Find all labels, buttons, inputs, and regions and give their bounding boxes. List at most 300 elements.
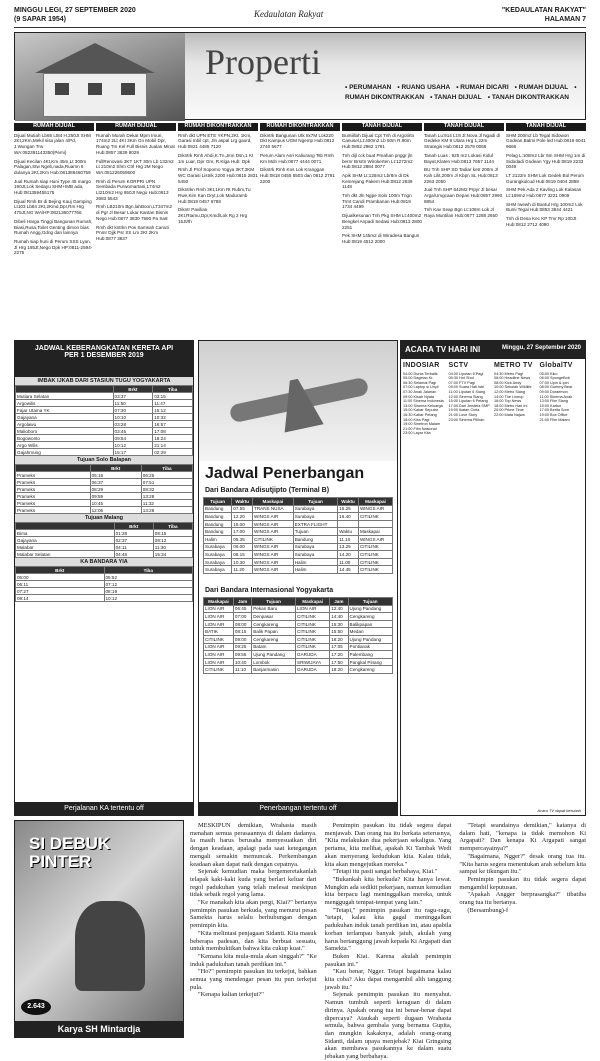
tv-schedule-footer: Acara TV dapat berubah bbox=[537, 808, 581, 813]
train-cell: 10:32 bbox=[153, 414, 193, 421]
flight-cell: Surabaya bbox=[204, 543, 232, 551]
flight-cell: 08:15 bbox=[233, 628, 251, 636]
train-cell: Bogowonto bbox=[16, 435, 114, 442]
classified-ad: Rmh dkt UPN ETE YKPN,2Kt, 1Km, Garasi mbil cpt, Jln aspal Lrg gaurd, Hub:0821 4485 7120 bbox=[178, 132, 252, 150]
train-row bbox=[16, 435, 193, 442]
flight-cell: CITILINK bbox=[358, 558, 392, 566]
classified-ad: Jual Rumah siap Huni Type 45 margo 190Jt,Lok Sedayu SHM+IMB ada, Hub:081359455175 bbox=[14, 178, 91, 196]
flight-cell: 14:40 bbox=[330, 613, 348, 621]
classified-ad: Rmh Jl Prof Sopomo Yogya 3KT,3KM WC Garasi Listrik 2200 Hub:0815 2831 5450 bbox=[178, 167, 258, 184]
flight-cell: 11.20 bbox=[232, 566, 253, 574]
train-row bbox=[16, 400, 193, 407]
flight-row bbox=[204, 628, 393, 636]
tv-schedule-box bbox=[400, 340, 586, 816]
flight-row bbox=[204, 658, 393, 666]
train-row bbox=[16, 479, 193, 486]
classified-ad: Rmh dkt kntrkn Pos Samsah Canuti Pnmr Djjk Psr SS Lm 2Kt 2Km Hub:0877 3837 bbox=[96, 224, 169, 241]
flight-cell bbox=[338, 520, 359, 528]
classified-ad: Rmh LB210m Bgn,lahBoon,LT347m2 di Pgr Jl Besar Lokar Kantan Bisnis Nego Hub:0877 3830 7590 Pa Sa8 bbox=[96, 204, 173, 221]
train-section-title: IMBAK IJKAB DARI STASIUN TUGU YOGYAKARTA bbox=[15, 377, 193, 385]
flight-cell: CITILINK bbox=[358, 566, 392, 574]
flight-cell: CITILINK bbox=[296, 643, 330, 651]
classified-ad: Apik SHM Lt:125m2 Lbr8m di Dk Kemrejang Pakem Hub:0812 2839 1148 bbox=[342, 172, 413, 190]
header-date-hijri: (9 SAPAR 1954) bbox=[14, 16, 67, 23]
flight-cell: 17.00 bbox=[232, 528, 253, 536]
flight-cell: Lombok bbox=[252, 658, 296, 666]
tv-program: 19:00 Ikatan Cinta bbox=[448, 408, 480, 413]
train-table bbox=[15, 464, 193, 514]
train-row bbox=[16, 428, 193, 435]
train-cell: 06:37 bbox=[90, 479, 141, 486]
flight-row bbox=[204, 528, 393, 536]
tv-program: 11:00 Sinema Indonesia bbox=[403, 399, 444, 404]
train-row bbox=[16, 574, 193, 581]
flight-cell: 09:25 bbox=[233, 643, 251, 651]
tv-schedule-title: ACARA TV HARI INI bbox=[405, 345, 481, 354]
flight-col-header: Tujuan bbox=[348, 598, 392, 606]
tv-program: 19:00 Sinetron Malam bbox=[403, 422, 441, 427]
tv-program: 21:00 Love Story bbox=[448, 412, 478, 417]
flight-cell: CITILINK bbox=[358, 543, 392, 551]
classified-column-header: RUMAH DIKONTRAKKAN bbox=[178, 123, 258, 131]
header-section: "KEDAULATAN RAKYAT" bbox=[501, 7, 586, 14]
train-col-header bbox=[16, 386, 114, 393]
train-cell: 02:37 bbox=[114, 537, 153, 544]
flight-col-header: Maskapai bbox=[358, 498, 392, 506]
banner-title: Properti bbox=[205, 42, 321, 82]
train-row bbox=[16, 500, 193, 507]
train-section-title: Tujuan Solo Balapan bbox=[15, 456, 193, 464]
flight-cell: LION AIR bbox=[204, 651, 234, 659]
flight-cell: 11.00 bbox=[338, 558, 359, 566]
tv-program: 13:00 Sinema Keluarga bbox=[403, 403, 443, 408]
tv-program: 12:00 Metro Siang bbox=[494, 389, 526, 394]
train-schedule-header bbox=[15, 341, 193, 377]
classified-column bbox=[96, 123, 176, 338]
tv-program: 11:00 Liputan 6 Siang bbox=[448, 389, 486, 394]
train-cell: 15:34 bbox=[153, 551, 192, 558]
tv-program: 18:00 Kiss Pagi bbox=[403, 417, 430, 422]
train-row bbox=[16, 407, 193, 414]
train-cell: 05:15 bbox=[90, 472, 141, 479]
flight-cell: LION AIR bbox=[296, 605, 330, 613]
tv-program: 08:00 Gummy Bear bbox=[539, 385, 573, 390]
train-row bbox=[16, 449, 193, 456]
flight-cell: 08.15 bbox=[232, 551, 253, 559]
classified-column bbox=[260, 123, 340, 338]
banner-category: • TANAH DIJUAL bbox=[430, 94, 482, 101]
tv-program: 06:00 Headline News bbox=[494, 376, 531, 381]
classified-ad: Jual Tnh SHP 642M2 Prpyr Jl besar Arga/Umgcaan Depan Hub:0857 2990 8854 bbox=[424, 187, 503, 204]
classified-ad: Dijual Kecilan 4Kt,Km 45m,Lt 300m Palagan,Stw Ngeb,nada,Ruamn 6 dulanya 2Kt,2Km Hub:081386460759 bbox=[14, 158, 91, 175]
flight-cell: 17:05 bbox=[330, 643, 348, 651]
flight-cell: 10.30 bbox=[232, 558, 253, 566]
classified-ad: LT 2122m SHM Lok Gedek Bol Perum Gurangkulcud Hub:0819 0404 2888 bbox=[506, 172, 584, 184]
train-col-header bbox=[16, 465, 91, 472]
flight-cell: SRIWIJAYA bbox=[296, 658, 330, 666]
flight-row bbox=[204, 520, 393, 528]
flight-cell: WINGS AIR bbox=[253, 543, 294, 551]
train-cell: 18:24 bbox=[153, 435, 193, 442]
banner-categories bbox=[345, 83, 585, 103]
classified-ad: Rumah siap huni di Perum SSS Lyan, Jl Hrg 165Jt,Nego Dpk HP:0811-2594-2275 bbox=[14, 238, 93, 256]
train-cell: 05:52 bbox=[104, 574, 193, 581]
tv-program: 07:00 Upin & Ipin bbox=[539, 380, 569, 385]
train-row bbox=[16, 421, 193, 428]
train-row bbox=[16, 507, 193, 514]
train-row bbox=[16, 544, 193, 551]
flight-cell: CITILINK bbox=[204, 666, 234, 674]
train-schedule-body bbox=[15, 377, 193, 602]
train-col-header: Tiba bbox=[141, 465, 192, 472]
train-schedule-box bbox=[14, 340, 194, 816]
tv-channel-logo: GlobalTV bbox=[539, 362, 573, 369]
tv-program: 08:00 Kick Andy bbox=[494, 380, 522, 385]
header-date: MINGGU LEGI, 27 SEPTEMBER 2020 bbox=[14, 7, 136, 14]
flight-schedule-footer: Penerbangan tertentu off bbox=[199, 802, 397, 815]
flight-cell: 17:50 bbox=[330, 658, 348, 666]
banner-category: • TANAH DIKONTRAKKAN bbox=[488, 94, 569, 101]
train-row bbox=[16, 414, 193, 421]
classified-ad: Rumah Murah Dekat Mpm Imuri, 174m2 2Lt 4Kt 3Km Gn Mobil Dpr, Ruang Tm Kel Full Bisnis Jualan Minat Hub:0857 3639 8029 bbox=[96, 132, 175, 155]
flight-cell: Surabaya bbox=[204, 558, 232, 566]
comic-illustration bbox=[75, 901, 145, 991]
flight-cell: Bandung bbox=[204, 520, 232, 528]
comic-episode-number: 2.643 bbox=[21, 999, 51, 1015]
flight-cell: Tujuan bbox=[293, 528, 338, 536]
flight-cell: Batam bbox=[252, 643, 296, 651]
banner-category: • RUANG USAHA bbox=[397, 84, 450, 91]
tv-schedule-grid bbox=[401, 359, 585, 811]
flight-cell: 07:00 bbox=[233, 613, 251, 621]
tv-program: 16:00 Top News bbox=[494, 399, 522, 404]
classified-column bbox=[424, 123, 504, 338]
story-paragraph: Pemimpin pasukan itu tidak segera dapat menjawab. Dan orang tua itu berkata seterusnya, "Kita melakukan dua pekerjaan sekaligus. Yang pertama, kita melihat, apakah Ki Tambak Wedi akan menyerang kedudukan kita. Kalau tidak, kita akan mengejutkan mereka." bbox=[324, 822, 452, 868]
flight-col-header: Waktu bbox=[232, 498, 253, 506]
flight-col-header: Jam bbox=[330, 598, 348, 606]
tv-program: 17:00 Dari Jendela SMP bbox=[448, 403, 490, 408]
train-cell: 15:17 bbox=[113, 449, 153, 456]
flight-cell: 11.10 bbox=[338, 535, 359, 543]
train-cell: 08:29 bbox=[90, 486, 141, 493]
flight-col-header: Maskapai bbox=[204, 598, 234, 606]
classified-column-header: TANAH DIJUAL bbox=[424, 123, 504, 131]
flight-row bbox=[204, 635, 393, 643]
flight-cell: GARUDA bbox=[296, 666, 330, 674]
flight-cell: 09:00 bbox=[233, 635, 251, 643]
story-paragraph: Buken Kiai. Karena akulah pemimpin pasukan ini." bbox=[324, 952, 452, 968]
train-cell: 07:30 bbox=[113, 407, 153, 414]
comic-author: Karya SH Mintardja bbox=[15, 1021, 183, 1037]
tv-program: 11:00 Sinema Anak bbox=[539, 394, 573, 399]
classified-column bbox=[14, 123, 94, 338]
story-paragraph: "Apakah Angger berprasangka?" tibatiba orang tua itu bertanya. bbox=[459, 891, 587, 907]
classified-ad: Dikntrk Bangunan Utk 8x7M Lok220 Dkt Kampus UGM Ngemp Hub:0812 2740 5677 bbox=[260, 132, 335, 150]
header-date-block bbox=[14, 6, 136, 24]
flight-cell: Ujung Pandang bbox=[348, 605, 392, 613]
train-cell: 03:37 bbox=[113, 393, 153, 400]
tv-program: 13:00 Film Siang bbox=[539, 399, 568, 404]
flight-cell: 05.35 bbox=[232, 535, 253, 543]
train-cell: 11:32 bbox=[141, 500, 192, 507]
flight-row bbox=[204, 543, 393, 551]
flight-cell: 07.55 bbox=[232, 505, 253, 513]
train-cell: Malioboro bbox=[16, 428, 114, 435]
tv-channel-column bbox=[403, 361, 447, 809]
tv-schedule-header bbox=[401, 341, 585, 359]
train-col-header: Brkt bbox=[90, 465, 141, 472]
tv-channel-logo: SCTV bbox=[448, 362, 469, 369]
flight-cell: Surabaya bbox=[293, 543, 338, 551]
train-cell: 08:32 bbox=[141, 486, 192, 493]
flight-cell: 09:55 bbox=[233, 651, 251, 659]
story-paragraph: (Bersambung)-f bbox=[467, 906, 509, 914]
flight-cell: 16.40 bbox=[338, 513, 359, 521]
flight-cell: LION AIR bbox=[204, 658, 234, 666]
flight-cell: WINGS AIR bbox=[253, 513, 294, 521]
header-masthead: Kedaulatan Rakyat bbox=[254, 9, 324, 19]
train-cell: 17:08 bbox=[153, 428, 193, 435]
tv-program: 07:00 FTV Pagi bbox=[448, 380, 475, 385]
tv-program: 09:00 Doraemon bbox=[539, 389, 568, 394]
flight-cell: 17:20 bbox=[330, 651, 348, 659]
classified-ad: Rmh di Perum KORPRI UPN Sembada Purwomartani,174m2 Lt210m2 Hrg 950Jt Nego Hub:0813 2683 5543 bbox=[96, 178, 169, 201]
flight-cell: LION AIR bbox=[204, 605, 234, 613]
tv-schedule-date: Minggu, 27 September 2020 bbox=[501, 345, 581, 351]
train-row bbox=[16, 393, 193, 400]
classified-ad: Tanah Lu:914 Lt:8 Jl:Nova Jl Ngadi di Gedeke KM 9 Utara Hrg 1,22m Strategis Hub:0812 2579 0066 bbox=[424, 132, 501, 150]
tv-program: 09:00 Kisah Nyata bbox=[403, 394, 435, 399]
train-cell: 06:25 bbox=[141, 472, 192, 479]
flight-row bbox=[204, 505, 393, 513]
tv-program: 21:00 Film Malam bbox=[539, 417, 570, 422]
train-col-header: Brkt bbox=[114, 523, 153, 530]
tv-program: 19:00 Box Office bbox=[539, 412, 568, 417]
train-cell: 06:11 bbox=[16, 581, 105, 588]
tv-program: 23:00 Layar Kita bbox=[403, 431, 431, 436]
flight-cell bbox=[358, 520, 392, 528]
flight-row bbox=[204, 558, 393, 566]
story-paragraph: "Tetapi," pemimpin pasukan itu ragu-ragu, "tetapi, kalau kita gagal meninggalkan padukuhan induk tanah perdikan ini, atau apabila korban terlampau banyak jatuh, akulah yang harus bertanggung jawab kepada Ki Argapati dan Samekta." bbox=[324, 906, 452, 953]
flight-row bbox=[204, 605, 393, 613]
train-cell: 02:29 bbox=[153, 449, 193, 456]
train-section-title: Tujuan Malang bbox=[15, 514, 193, 522]
train-cell: Prameks bbox=[16, 493, 91, 500]
train-row bbox=[16, 442, 193, 449]
tv-program: 06:00 SpongeBob bbox=[539, 376, 570, 381]
tv-program: 18:00 Metro Hari Ini bbox=[494, 403, 528, 408]
train-table bbox=[15, 566, 193, 602]
story-paragraph: Pemimpin pasukan itu tidak segera dapat mengambil keputusan. bbox=[459, 875, 587, 891]
flight-row bbox=[204, 613, 393, 621]
train-row bbox=[16, 486, 193, 493]
story-paragraph: MESKIPUN demikian, Wrahasta masih menahan semua perasaannya di dalam dadanya. Ia masih harus berusaha menyesuaikan diri dengan keadaan, apalagi pada saat ketegangan mengali semakin memuncak. Perkembangan keadaan akan dapat naik dengan cepatnya. bbox=[190, 822, 317, 868]
train-cell: Argowilis bbox=[16, 400, 114, 407]
train-cell: 10:45 bbox=[90, 500, 141, 507]
train-cell: 04:45 bbox=[114, 551, 153, 558]
train-cell: 16:57 bbox=[153, 421, 193, 428]
classified-ad: Bumiillah Dijual Cpt Tnh di Argotirto Canusel,Lt:400m2 Lb 50m R.90m Hub:0852 2962 1781 bbox=[342, 132, 415, 150]
flight-col-header: Maskapai bbox=[253, 498, 294, 506]
flight-row bbox=[204, 643, 393, 651]
train-row bbox=[16, 588, 193, 595]
train-cell: 10:10 bbox=[113, 414, 153, 421]
tv-program: 17:00 Berita Sore bbox=[539, 408, 570, 413]
flight-cell: Cengkareng bbox=[252, 635, 296, 643]
flight-cell: CITILINK bbox=[296, 635, 330, 643]
train-cell: 11:50 bbox=[113, 400, 153, 407]
train-cell: 13:28 bbox=[141, 507, 192, 514]
tv-program: 20:00 Prime Time bbox=[494, 408, 524, 413]
flight-cell: 13.25 bbox=[338, 543, 359, 551]
classified-ad: Dijualkesunan Tnh Pkg SHM Lt:400m2 Bengkel Anpadi Sedasi Hub:0813 2800 2251 bbox=[342, 213, 422, 230]
train-cell: 12:05 bbox=[90, 507, 141, 514]
flight-cell: 10:40 bbox=[233, 658, 251, 666]
story-paragraph: "Kemana kita mula-mula akan singgah?" "Ke induk padukuhan tanah perdikan ini." bbox=[190, 952, 317, 968]
train-cell: Gajayana bbox=[16, 537, 115, 544]
tv-program: 04:00 Dunia Terbalik bbox=[403, 371, 438, 376]
flight-cell: WINGS AIR bbox=[253, 566, 294, 574]
train-cell: 10:12 bbox=[104, 595, 193, 602]
classified-ad: Tnh dkt Jln Ngpe Solo 100m Tngn Trmt Candi Prambanan Hub:0819 1734 4499 bbox=[342, 193, 412, 210]
story-paragraph: "Kenapa kalian terkejut?" bbox=[198, 991, 264, 999]
tv-program: 22:00 Mata Najwa bbox=[494, 412, 525, 417]
flight-cell: Bandung bbox=[293, 535, 338, 543]
flight-cell: EXTRA FLIGHT bbox=[293, 520, 338, 528]
flight-cell: Medan bbox=[348, 628, 392, 636]
classified-ad: Dibeli Harga Tinggi Bangunan Rumah, Biasi,Rusa,Toilet Genting dimon bias Rumah Angg,Gdng dan lainnya bbox=[14, 218, 93, 236]
train-row bbox=[16, 537, 193, 544]
train-cell: 08:12 bbox=[153, 537, 192, 544]
flight-cell: Surabaya bbox=[293, 505, 338, 513]
banner-category: • RUMAH DICARI bbox=[456, 84, 508, 91]
train-cell: Argo Wilis bbox=[16, 442, 114, 449]
flight-cell: 06.00 bbox=[232, 543, 253, 551]
train-row bbox=[16, 581, 193, 588]
tv-channel-logo: METRO TV bbox=[494, 362, 533, 369]
comic-panel bbox=[14, 820, 184, 1038]
classified-column-header: RUMAH DIJUAL bbox=[96, 123, 176, 131]
flight-row bbox=[204, 551, 393, 559]
flight-cell: Halim bbox=[293, 566, 338, 574]
flight-cell: 11:10 bbox=[233, 666, 251, 674]
flight-cell: Banjarmasin bbox=[252, 666, 296, 674]
flight-cell: CITILINK bbox=[358, 513, 392, 521]
flight-cell: Surabaya bbox=[204, 566, 232, 574]
flight-cell: 12:40 bbox=[330, 605, 348, 613]
flight-cell: LION AIR bbox=[204, 643, 234, 651]
flight-table-adisutjipto bbox=[203, 497, 393, 574]
story-paragraph: "Kita melintasi penjagaan Sidanti. Kita masuk beberapa padesan, dan kita berbuat sesuatu, untuk membuktikan bahwa kita cukup kuat." bbox=[190, 929, 317, 953]
flight-cell: GARUDA bbox=[296, 651, 330, 659]
tv-program: 07:00 Laptop si Unyil bbox=[403, 385, 439, 390]
train-cell: Fajar Utama YK bbox=[16, 407, 114, 414]
flight-cell: CITILINK bbox=[358, 551, 392, 559]
classified-ad: Tnh di Desa Kec KP Tmr Rp 100Jt Hub:0812 2712 4090 bbox=[506, 216, 577, 227]
story-paragraph: "Bagaimana, Ngger?" desak orang tua itu. "Kita harus segera menentukan arah sebelum kita sampai ke tikungan itu." bbox=[459, 852, 587, 876]
flight-cell: Balik Papan bbox=[252, 628, 296, 636]
flight-cell: 12.20 bbox=[232, 513, 253, 521]
train-cell: 03:15 bbox=[153, 393, 193, 400]
train-cell: Gajahmung bbox=[16, 449, 114, 456]
banner-category: • RUMAH DIJUAL bbox=[515, 84, 569, 91]
story-paragraph: Sejenak pemimpin pasukan itu menyahut. Namun tumbuh seperti keraguan di dalam dirinya. Apakah orang tua ini benar-benar dapat dipercaya? Ataukah seperti dugaan Wrahasta semula, bahwa gembala yang bernama Gupita, dan mungkin kakaknya, adalah orang-orang Sidanti, dalam upaya menjebak? Kiai Gringsing akan membawa pasukannya ke dalam suatu jebakan yang berbahaya. bbox=[324, 991, 452, 1061]
classified-column bbox=[506, 123, 586, 338]
story-paragraph: "Tetapi itu pasti sangat berbahaya, Kiai." bbox=[332, 868, 438, 876]
flight-row bbox=[204, 513, 393, 521]
flight-cell: WINGS AIR bbox=[253, 520, 294, 528]
train-cell: Mutiara Selatan bbox=[16, 393, 114, 400]
flight-cell: WINGS AIR bbox=[358, 535, 392, 543]
train-section-title: KA BANDARA YIA bbox=[15, 558, 193, 566]
classified-ad: Dikntr Pavilian 2Kt,Rtamu,Dpr,Kmd/Lok Rg 2 Hrg 15Jt/th bbox=[178, 207, 248, 224]
flight-cell: Denpasar bbox=[252, 613, 296, 621]
flight-cell: CITILINK bbox=[296, 628, 330, 636]
classified-column-header: RUMAH DIJUAL bbox=[14, 123, 94, 131]
train-cell: 04:11 bbox=[114, 544, 153, 551]
tv-program: 04:30 Metro Pagi bbox=[494, 371, 523, 376]
tv-program: 05:00 Kiko bbox=[539, 371, 558, 376]
classified-ad: Tanah Luas : 925 m2 Lokasi Kidul Bayat,Klaten Hub:0813 7657 1144 bbox=[424, 152, 494, 164]
train-col-header: Brkt bbox=[16, 567, 105, 574]
train-cell: 03:45 bbox=[113, 428, 153, 435]
train-cell: 05:00 bbox=[16, 574, 105, 581]
flight-cell: Halim bbox=[204, 535, 232, 543]
flight-col-header: Waktu bbox=[338, 498, 359, 506]
train-cell: 09:14 bbox=[16, 595, 105, 602]
classified-ad: Dijual Mutiah Lb65 Lt84 H.250Jt SHM 2Kt,2Km,Mekil sisa jalan 4/Pd, J.Wungan Trw WA:082391143350(Pemi) bbox=[14, 132, 91, 155]
train-col-header: Tiba bbox=[153, 523, 192, 530]
flight-cell: Balikpapan bbox=[348, 620, 392, 628]
flight-cell: LION AIR bbox=[204, 613, 234, 621]
tv-program: 06:30 Selamat Pagi bbox=[403, 380, 437, 385]
flight-col-header: Tujuan bbox=[252, 598, 296, 606]
tv-program: 15:00 Liputan 6 Petang bbox=[448, 399, 488, 404]
classified-ad: Dijual Rmh Br di Bejing Kauj Gamping Lt103 Lb84 2Kt,2Kmd,Dpr,Rm Hrg 475Jt,NG WA/HP:082136077766 bbox=[14, 198, 92, 216]
house-photo bbox=[15, 33, 185, 121]
tv-channel-column bbox=[449, 361, 493, 809]
tv-program: 23:00 Sinema Pilihan bbox=[448, 417, 485, 422]
train-cell: 09:54 bbox=[113, 435, 153, 442]
flight-schedule-title: Jadwal Penerbangan bbox=[205, 465, 365, 482]
tv-program: 10:00 Sekolah Wildlife bbox=[494, 385, 532, 390]
tv-program: 09:00 Suara Hati Istri bbox=[448, 385, 485, 390]
train-cell: Prameks bbox=[16, 507, 91, 514]
train-row bbox=[16, 530, 193, 537]
classified-ad: Tnh Kav Seap Bgn Lt:108m Lok Jl Raya Muntilan Hub:0877 1288 2650 bbox=[424, 207, 498, 219]
train-schedule-subtitle: PER 1 DESEMBER 2019 bbox=[64, 352, 144, 359]
flight-cell: CITILINK bbox=[253, 535, 294, 543]
tv-channel-column bbox=[540, 361, 584, 809]
flight-table-yia bbox=[203, 597, 393, 674]
story-paragraph: "Ke manakah kita akan pergi, Kiai?" bertanya pemimpin pasukan berkuda, yang menurut pesan Samekta harus selalu berhubungan dengan pemimpin kita. bbox=[190, 899, 317, 930]
train-cell: Malabar bbox=[16, 544, 115, 551]
flight-cell: Maskapai bbox=[358, 528, 392, 536]
flight-section-yia: Dari Bandara Internasional Yogyakarta bbox=[205, 587, 334, 594]
tv-program: 05:00 Dagelan Kr. bbox=[403, 376, 434, 381]
train-row bbox=[16, 493, 193, 500]
classified-ad: Pek SHM 145m2 di Wiradesa Bangun Hub:0819 4512 2000 bbox=[342, 233, 420, 244]
train-schedule-title: JADWAL KEBERANGKATAN KERETA API bbox=[34, 345, 174, 352]
classified-column-header: TANAH DIJUAL bbox=[342, 123, 422, 131]
flight-cell: 15:30 bbox=[330, 620, 348, 628]
flight-col-header: Tujuan bbox=[293, 498, 338, 506]
train-cell: 11:47 bbox=[153, 400, 193, 407]
properti-banner bbox=[14, 32, 586, 120]
tv-program: 21:00 Film Nasional bbox=[403, 426, 437, 431]
story-paragraph: "Tetapi seandainya demikian," katanya di dalam hati, "kenapa ia tidak memohon Ki Argapati? Dan kenapa Ki Argapati sangat mempercayainya?" bbox=[459, 822, 587, 853]
flight-cell: 15.00 bbox=[232, 520, 253, 528]
